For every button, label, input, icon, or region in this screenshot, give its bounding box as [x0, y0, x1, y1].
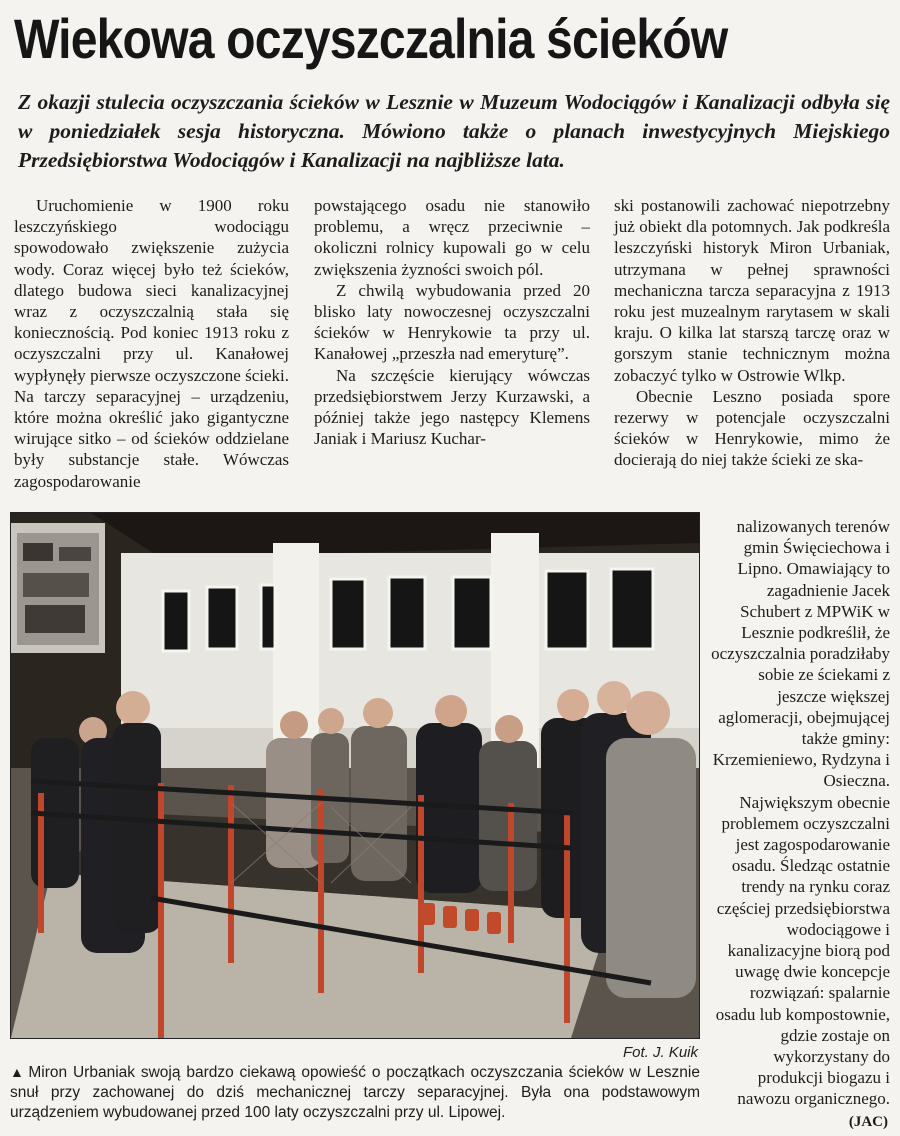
- article-lead: Z okazji stulecia oczyszczania ścieków w Lesznie w Muzeum Wodociągów i Kanalizacji odbyła się w poniedziałek sesja historyczna. Mówiono także o planach inwestycyjnych Miejskiego Przedsiębiorstwa Wodociągów i Kanalizacji na najbliższe lata.: [18, 90, 890, 172]
- caption-text: Miron Urbaniak swoją bardzo ciekawą opowieść o początkach oczyszczania ścieków w Lesznie snuł przy zachowanej do dziś mechanicznej tarczy separacyjnej. Była ona podstawowym urządzeniem wybudowanej przed 100 laty oczyszczalni przy ul. Lipowej.: [10, 1064, 700, 1121]
- article-photo: [10, 512, 700, 1039]
- text-column-3-wrap: [708, 516, 890, 1110]
- paragraph: ski postanowili zachować niepotrzebny już obiekt dla potomnych. Jak podkreśla leszczyński historyk Miron Urbaniak, utrzymana w pełnej sprawności mechaniczna tarcza separacyjna z 1913 roku jest muzealnym rarytasem w skali kraju. O kilka lat starszą tarczę oraz w gorszym stanie technicznym można zobaczyć tylko w Ostrowie Wlkp.: [614, 196, 890, 385]
- paragraph: Z chwilą wybudowania przed 20 blisko laty nowoczesnej oczyszczalni ścieków w Henrykowie ta przy ul. Kanałowej „przeszła nad emeryturę”.: [314, 280, 590, 364]
- text-column-2: [314, 195, 590, 449]
- photo-illustration: [11, 513, 699, 1038]
- author-signature: (JAC): [848, 1114, 888, 1130]
- text-column-1: [14, 195, 289, 492]
- paragraph: Największym obecnie problemem oczyszczalni jest zagospodarowanie osadu. Śledząc ostatnie trendy na rynku coraz częściej przedsiębiorstwa wodociągowe i kanalizacyjne biorą pod uwagę dwie koncepcje rozwiązań: spalarnie osadu lub kompostownie, gdzie zostaje on wykorzystany do produkcji biogazu i nawozu organicznego.: [715, 792, 890, 1109]
- paragraph: Obecnie Leszno posiada spore rezerwy w potencjale oczyszczalni ścieków w Henrykowie, mimo że docierają do niej także ścieki ze ska-: [614, 386, 890, 470]
- paragraph: powstającego osadu nie stanowiło problemu, a wręcz przeciwnie – okoliczni rolnicy kupowali go w celu zwiększenia żyzności swoich pól.: [314, 196, 590, 279]
- text-column-3: [614, 195, 890, 471]
- paragraph: Uruchomienie w 1900 roku leszczyńskiego wodociągu spowodowało zwiększenie zużycia wody. Coraz więcej było też ścieków, dlatego budowa sieci kanalizacyjnej wraz z oczyszczalnią stała się koniecznością. Pod koniec 1913 roku z oczyszczalni przy ul. Kanałowej wypłynęły pierwsze oczyszczone ścieki. Na tarczy separacyjnej – urządzeniu, które można określić jako gigantyczne wirujące sitko – od ścieków oddzielane były substancje stałe. Wówczas zagospodarowanie: [14, 196, 289, 491]
- paragraph: Na szczęście kierujący wówczas przedsiębiorstwem Jerzy Kurzawski, a później także jego następcy Klemens Janiak i Mariusz Kuchar-: [314, 365, 590, 449]
- paragraph: nalizowanych terenów gmin Święciechowa i Lipno. Omawiający to zagadnienie Jacek Schubert z MPWiK w Lesznie podkreślił, że oczyszczalnia poradziłaby sobie ze ściekami z jeszcze większej aglomeracji, obejmującej także gminy: Krzemieniewo, Rydzyna i Osieczna.: [711, 517, 890, 791]
- photo-credit: Fot. J. Kuik: [622, 1044, 698, 1061]
- triangle-icon: ▲: [10, 1064, 26, 1080]
- article-headline: Wiekowa oczyszczalnia ścieków: [14, 7, 728, 70]
- photo-caption: [10, 1062, 700, 1123]
